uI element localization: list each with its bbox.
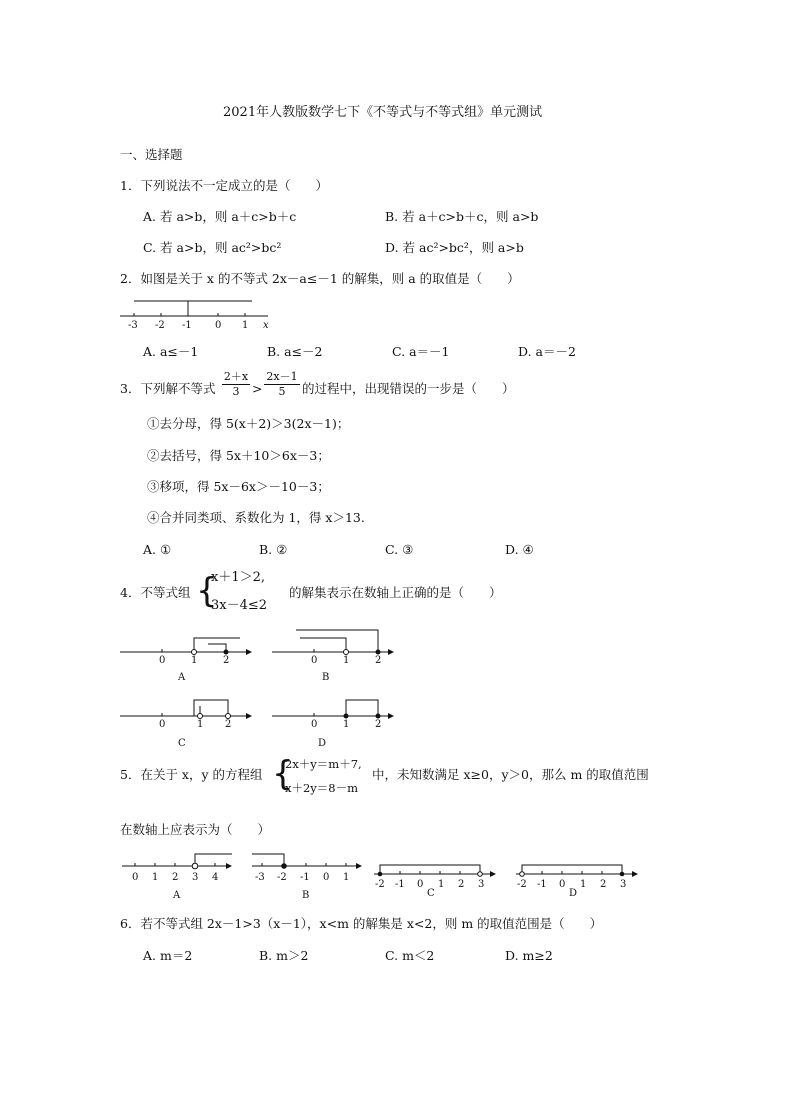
q3-step-3: ③移项，得 5x－6x＞－10－3；	[147, 479, 330, 494]
q4a-label: A	[178, 672, 186, 683]
q1-stem: 1．下列说法不一定成立的是（ ）	[120, 178, 328, 193]
q4-stem-post: 的解集表示在数轴上正确的是（ ）	[289, 585, 502, 600]
page-title: 2021年人教版数学七下《不等式与不等式组》单元测试	[223, 105, 543, 120]
q4-stem-pre: 4．不等式组	[120, 585, 191, 600]
q4d-label: D	[318, 738, 327, 749]
q3-step-1: ①去分母，得 5(x＋2)＞3(2x－1)；	[147, 416, 350, 431]
q3-option-d: D. ④	[505, 542, 534, 557]
q5-diagram-b	[250, 844, 370, 904]
q1-option-a: A. 若 a>b，则 a＋c>b＋c	[143, 209, 297, 224]
q4a-tick: 0	[159, 655, 166, 666]
q3-stem-pre: 3．下列解不等式	[120, 381, 216, 396]
q5-diagram-c	[372, 860, 502, 900]
q4c-tick: 2	[225, 719, 232, 730]
q4c-label: C	[178, 738, 186, 749]
q4c-tick: 1	[197, 719, 204, 730]
q6-option-a: A. m＝2	[143, 948, 193, 963]
q5d-label: D	[569, 888, 578, 899]
q6-option-d: D. m≥2	[505, 948, 553, 963]
q3-fraction-1	[222, 371, 250, 398]
q5-eq2: x＋2y＝8－m	[285, 781, 359, 795]
q5d-tick: 3	[620, 879, 627, 890]
q5-stem-post: 中，未知数满足 x≥0，y＞0，那么 m 的取值范围	[372, 767, 649, 782]
q6-stem: 6．若不等式组 2x－1>3（x－1），x<m 的解集是 x<2，则 m 的取值范围是（ ）	[120, 916, 603, 931]
q5a-tick: 2	[172, 872, 179, 883]
q3-option-c: C. ③	[385, 542, 414, 557]
q5-brace: {	[272, 754, 294, 794]
q5b-tick: 0	[323, 872, 330, 883]
q3-frac2-den: 5	[278, 385, 286, 398]
q2-axis-var: x	[263, 320, 269, 331]
q4-brace: {	[196, 571, 218, 611]
q5b-tick: -2	[277, 872, 287, 883]
q4-diagram-c	[118, 694, 258, 754]
q4-eq1: x＋1＞2,	[211, 570, 266, 585]
q4-diagram-d	[270, 694, 410, 754]
q5-stem-line2: 在数轴上应表示为（ ）	[120, 822, 271, 837]
q3-stem-post: 的过程中，出现错误的一步是（ ）	[302, 381, 515, 396]
q5d-tick: -2	[517, 879, 527, 890]
q5c-tick: 1	[438, 879, 445, 890]
q2-tick-label: 0	[215, 320, 222, 331]
q3-option-a: A. ①	[143, 542, 172, 557]
q6-option-b: B. m＞2	[259, 948, 309, 963]
section-heading: 一、选择题	[120, 147, 183, 162]
q4a-tick: 1	[191, 655, 198, 666]
q1-option-c: C. 若 a>b，则 ac²>bc²	[143, 240, 282, 255]
q4c-tick: 0	[159, 719, 166, 730]
q5a-label: A	[173, 890, 181, 901]
q2-tick-label: 1	[242, 320, 249, 331]
q2-tick-label: -3	[128, 320, 138, 331]
q2-option-c: C. a＝－1	[392, 344, 450, 359]
q5d-tick: 1	[580, 879, 587, 890]
q3-frac1-den: 3	[232, 385, 240, 398]
q5c-tick: 0	[417, 879, 424, 890]
q5c-label: C	[427, 888, 435, 899]
q4d-tick: 0	[311, 719, 318, 730]
q4-diagram-a	[118, 630, 258, 690]
q4d-tick: 1	[343, 719, 350, 730]
q3-option-b: B. ②	[259, 542, 288, 557]
q5b-label: B	[302, 890, 310, 901]
q5-diagram-a	[120, 844, 240, 904]
q4-diagram-b	[270, 628, 410, 690]
q5a-tick: 3	[192, 872, 199, 883]
q5a-tick: 4	[212, 872, 219, 883]
q5b-tick: -3	[255, 872, 265, 883]
q4a-tick: 2	[223, 655, 230, 666]
q2-tick-label: -1	[182, 320, 192, 331]
q5d-tick: 2	[600, 879, 607, 890]
q4d-tick: 2	[375, 719, 382, 730]
q3-step-2: ②去括号，得 5x＋10＞6x－3；	[147, 448, 330, 463]
q3-frac2-num: 2x－1	[266, 370, 298, 383]
q3-step-4: ④合并同类项、系数化为 1，得 x＞13.	[147, 510, 365, 525]
q6-option-c: C. m＜2	[385, 948, 435, 963]
q5d-tick: 0	[559, 879, 566, 890]
q2-option-d: D. a＝－2	[518, 344, 576, 359]
q3-fraction-2	[264, 371, 300, 398]
q5-diagram-d	[514, 860, 644, 900]
q4b-tick: 0	[311, 655, 318, 666]
q4b-tick: 2	[375, 655, 382, 666]
q5-eq1: 2x＋y＝m＋7,	[285, 757, 362, 771]
q2-stem: 2．如图是关于 x 的不等式 2x－a≤－1 的解集，则 a 的取值是（ ）	[120, 271, 520, 286]
q5c-tick: -2	[375, 879, 385, 890]
q5d-tick: -1	[537, 879, 547, 890]
q2-option-b: B. a≤－2	[267, 344, 323, 359]
q2-number-line	[118, 296, 278, 336]
q2-option-a: A. a≤－1	[143, 344, 199, 359]
q5c-tick: 2	[458, 879, 465, 890]
q2-tick-label: -2	[155, 320, 165, 331]
q5b-tick: -1	[300, 872, 310, 883]
q5c-tick: -1	[395, 879, 405, 890]
q5c-tick: 3	[478, 879, 485, 890]
q5b-tick: 1	[343, 872, 350, 883]
q4-eq2: 3x－4≤2	[211, 598, 268, 613]
q3-frac1-num: 2＋x	[223, 370, 249, 383]
q5-stem-pre: 5．在关于 x，y 的方程组	[120, 767, 263, 782]
q3-gt: >	[252, 381, 263, 396]
q1-option-d: D. 若 ac²>bc²，则 a>b	[385, 240, 524, 255]
q5a-tick: 1	[152, 872, 159, 883]
q4b-tick: 1	[343, 655, 350, 666]
q4b-label: B	[322, 672, 330, 683]
q5a-tick: 0	[132, 872, 139, 883]
q1-option-b: B. 若 a＋c>b＋c，则 a>b	[385, 209, 539, 224]
